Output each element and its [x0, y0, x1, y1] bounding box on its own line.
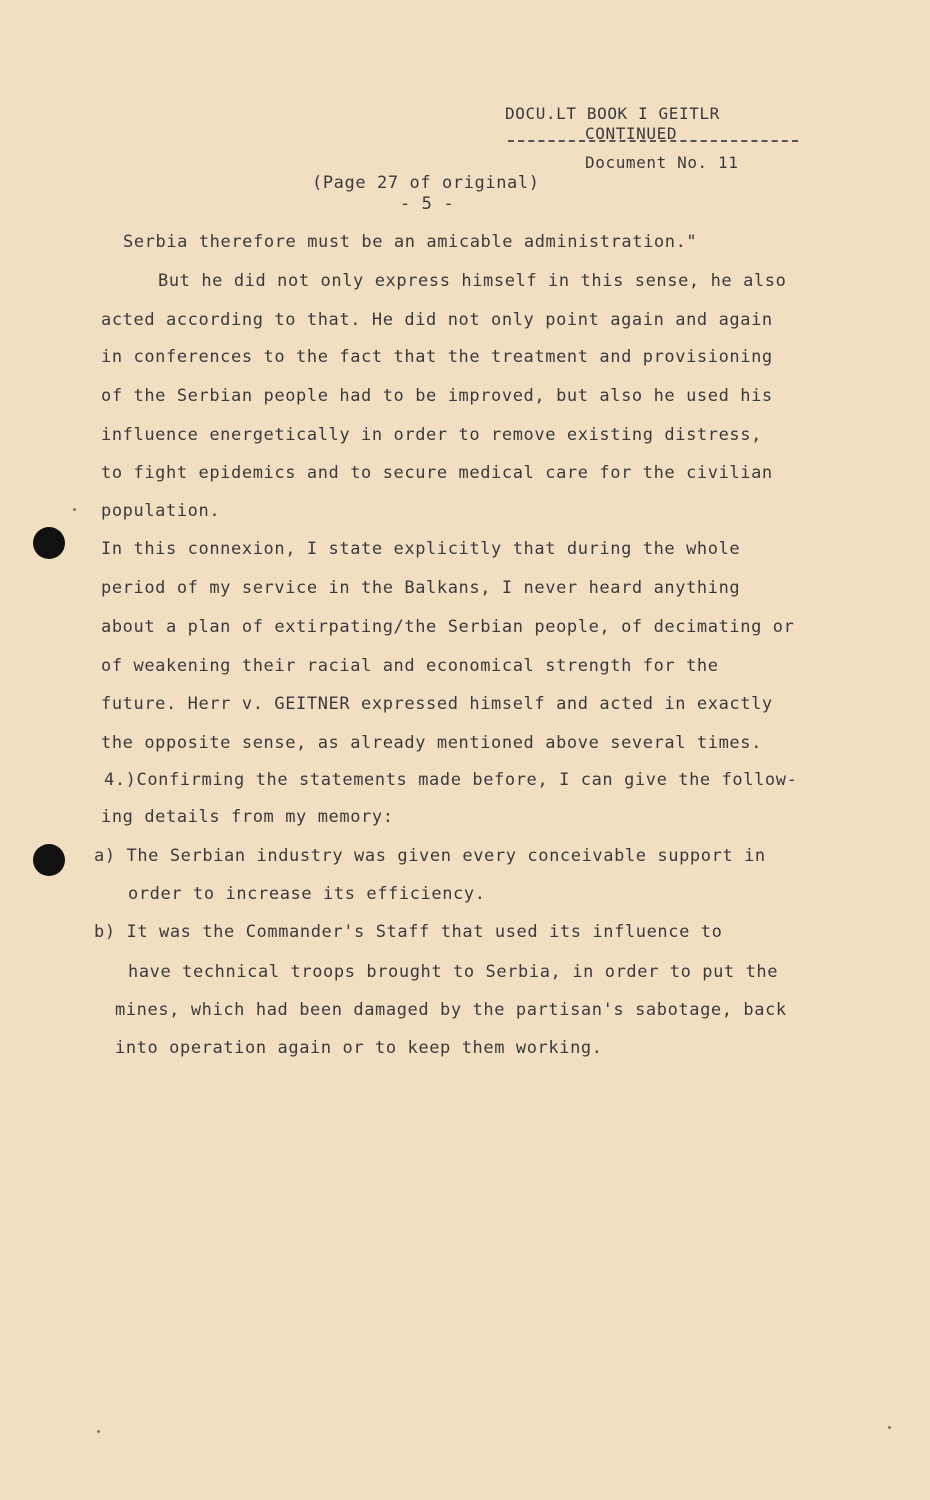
header-divider [508, 140, 798, 142]
body-line-10: period of my service in the Balkans, I never heard anything [101, 578, 741, 598]
body-line-16: ing details from my memory: [101, 807, 394, 827]
body-line-18: order to increase its efficiency. [128, 884, 486, 904]
body-line-9: In this connexion, I state explicitly that during the whole [101, 539, 741, 559]
paper-speck [97, 1430, 100, 1433]
document-number: Document No. 11 [585, 153, 739, 172]
body-line-5: of the Serbian people had to be improved, but also he used his [101, 386, 773, 406]
body-line-19: b) It was the Commander's Staff that used its influence to [94, 922, 723, 942]
body-line-22: into operation again or to keep them working. [115, 1038, 603, 1058]
body-line-14: the opposite sense, as already mentioned above several times. [101, 733, 762, 753]
body-line-17: a) The Serbian industry was given every conceivable support in [94, 846, 766, 866]
body-line-11: about a plan of extirpating/the Serbian people, of decimating or [101, 617, 795, 637]
header-title: DOCU.LT BOOK I GEITLR [505, 104, 720, 123]
body-line-3: acted according to that. He did not only point again and again [101, 310, 773, 330]
body-line-1: Serbia therefore must be an amicable administration." [123, 232, 698, 252]
body-line-7: to fight epidemics and to secure medical care for the civilian [101, 463, 773, 483]
paper-speck [73, 508, 76, 511]
paper-speck [888, 1426, 891, 1429]
punch-hole-top [33, 527, 65, 559]
punch-hole-bottom [33, 844, 65, 876]
body-line-20: have technical troops brought to Serbia, in order to put the [128, 962, 779, 982]
page-number: - 5 - [400, 194, 455, 214]
body-line-21: mines, which had been damaged by the partisan's sabotage, back [115, 1000, 787, 1020]
body-line-8: population. [101, 501, 221, 521]
original-page-reference: (Page 27 of original) [312, 173, 540, 193]
body-line-2: But he did not only express himself in this sense, he also [158, 271, 787, 291]
header-continued: CONTINUED [585, 124, 678, 143]
body-line-15: 4.)Confirming the statements made before, I can give the follow- [104, 770, 798, 790]
body-line-4: in conferences to the fact that the treatment and provisioning [101, 347, 773, 367]
body-line-13: future. Herr v. GEITNER expressed himself and acted in exactly [101, 694, 773, 714]
body-line-12: of weakening their racial and economical strength for the [101, 656, 719, 676]
body-line-6: influence energetically in order to remove existing distress, [101, 425, 762, 445]
